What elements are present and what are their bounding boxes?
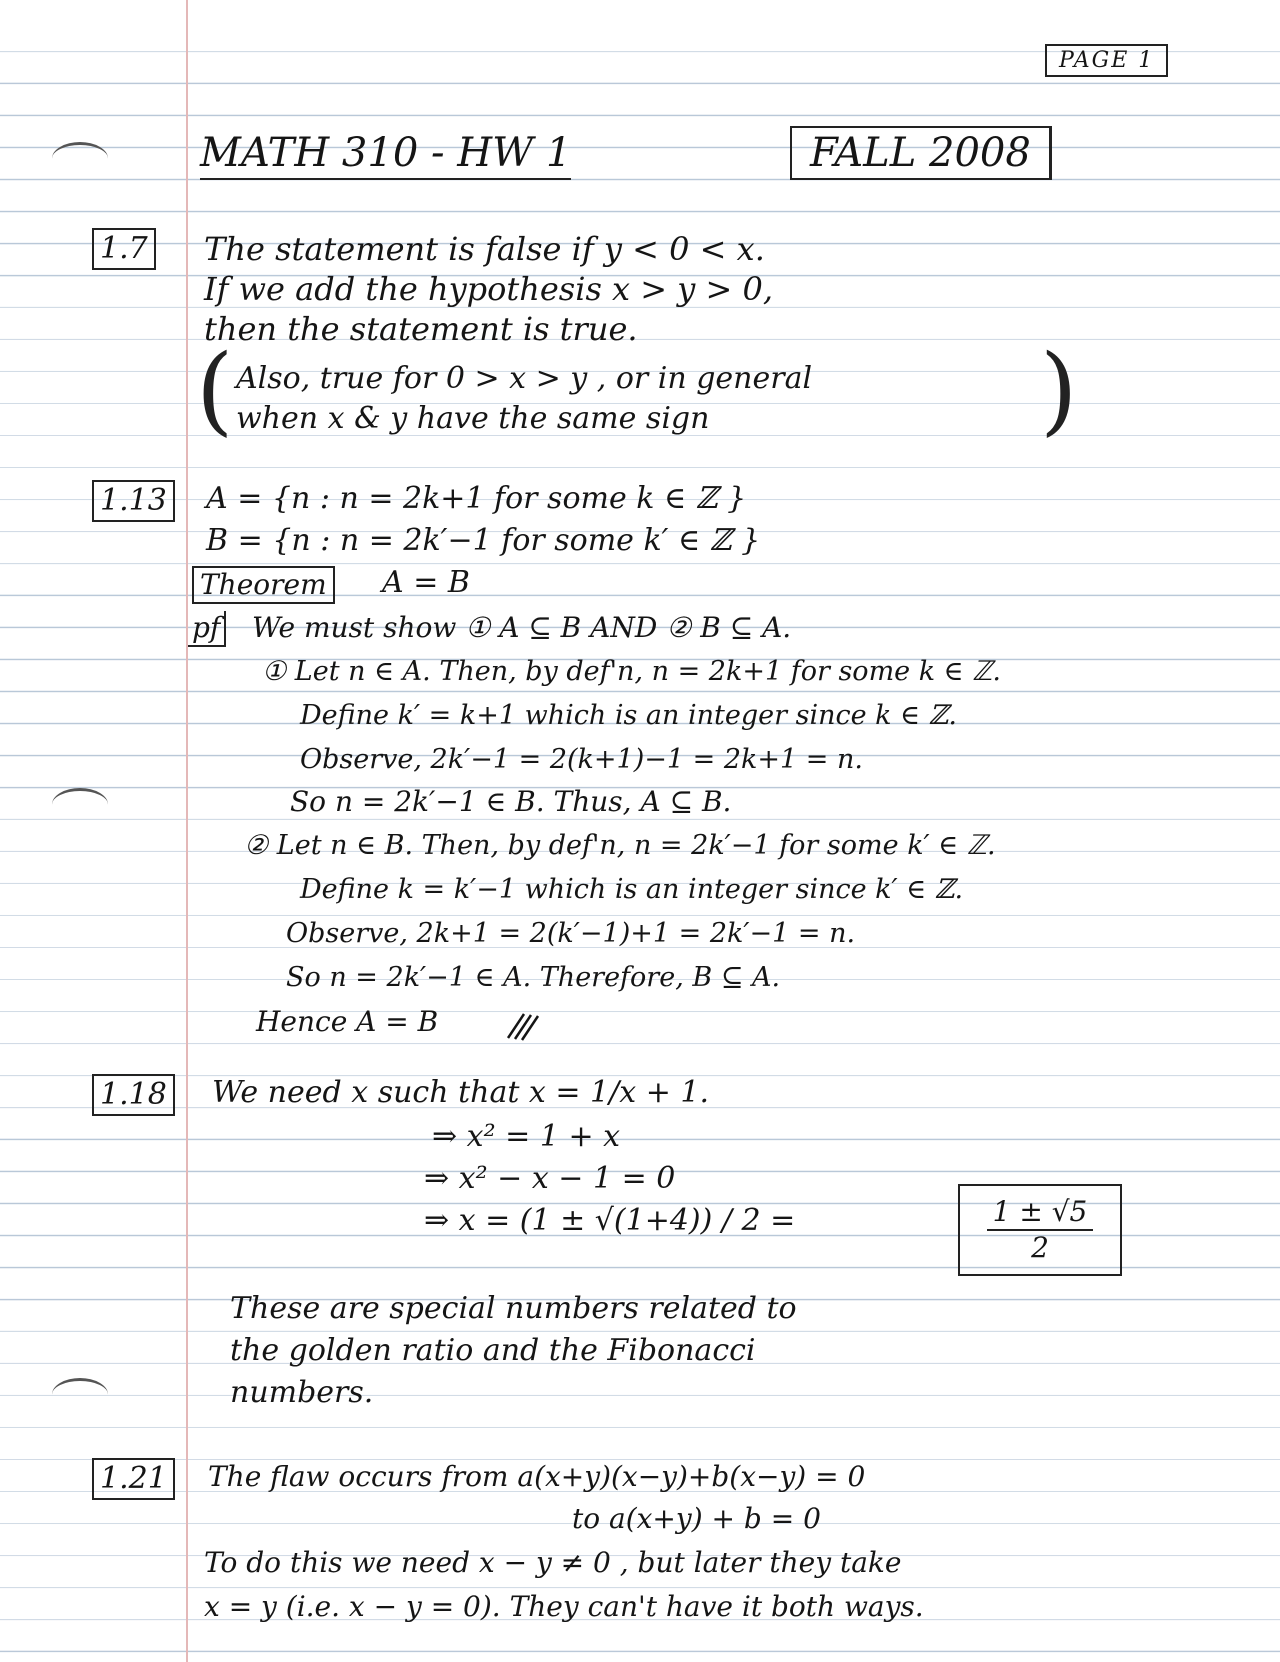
- proof-line: Define k = k′−1 which is an integer since k′ ∈ ℤ.: [300, 874, 964, 905]
- text-line: Also, true for 0 > x > y , or in general: [236, 361, 813, 396]
- problem-label-1-7: 1.7: [92, 228, 156, 270]
- text-line: when x & y have the same sign: [236, 401, 710, 436]
- note-line: These are special numbers related to: [230, 1291, 797, 1326]
- text-line: then the statement is true.: [204, 310, 638, 348]
- proof-line: Observe, 2k+1 = 2(k′−1)+1 = 2k′−1 = n.: [286, 918, 856, 949]
- text-line: x = y (i.e. x − y = 0). They can't have it both ways.: [204, 1590, 924, 1623]
- answer-numerator: 1 ± √5: [987, 1195, 1094, 1231]
- semester-box: FALL 2008: [790, 126, 1052, 180]
- text-line: The flaw occurs from a(x+y)(x−y)+b(x−y) = 0: [208, 1460, 866, 1493]
- proof-line: ② Let n ∈ B. Then, by def'n, n = 2k′−1 for some k′ ∈ ℤ.: [244, 830, 996, 861]
- proof-line: ① Let n ∈ A. Then, by def'n, n = 2k+1 for some k ∈ ℤ.: [262, 656, 1001, 687]
- proof-line: Observe, 2k′−1 = 2(k+1)−1 = 2k+1 = n.: [300, 744, 863, 775]
- proof-conclusion: Hence A = B: [256, 1005, 439, 1038]
- proof-line: So n = 2k′−1 ∈ B. Thus, A ⊆ B.: [290, 785, 732, 818]
- text-line: The statement is false if y < 0 < x.: [204, 230, 765, 268]
- problem-label-1-13: 1.13: [92, 480, 175, 522]
- set-a-definition: A = {n : n = 2k+1 for some k ∈ ℤ }: [206, 481, 747, 516]
- theorem-statement: A = B: [382, 565, 470, 600]
- text-line: to a(x+y) + b = 0: [572, 1502, 821, 1535]
- text-line: If we add the hypothesis x > y > 0,: [204, 270, 774, 308]
- note-line: the golden ratio and the Fibonacci: [230, 1333, 756, 1368]
- problem-label-1-21: 1.21: [92, 1458, 175, 1500]
- boxed-answer: [958, 1184, 1122, 1276]
- note-line: numbers.: [230, 1375, 374, 1410]
- page-number-tag: PAGE 1: [1045, 44, 1168, 77]
- answer-denominator: 2: [1031, 1231, 1049, 1264]
- punch-hole: [52, 788, 108, 821]
- close-parenthesis: ): [1040, 334, 1078, 446]
- proof-line: So n = 2k′−1 ∈ A. Therefore, B ⊆ A.: [286, 962, 781, 993]
- set-b-definition: B = {n : n = 2k′−1 for some k′ ∈ ℤ }: [206, 523, 761, 558]
- assignment-title: MATH 310 - HW 1: [200, 130, 571, 180]
- proof-line: Define k′ = k+1 which is an integer since k ∈ ℤ.: [300, 700, 957, 731]
- derivation-step: ⇒ x² = 1 + x: [432, 1119, 621, 1154]
- margin-line: [186, 0, 188, 1662]
- punch-hole: [52, 142, 108, 175]
- proof-line: We must show ① A ⊆ B AND ② B ⊆ A.: [252, 611, 792, 644]
- derivation-step: ⇒ x = (1 ± √(1+4)) / 2 =: [424, 1203, 796, 1238]
- open-parenthesis: (: [196, 334, 234, 446]
- text-line: We need x such that x = 1/x + 1.: [212, 1075, 710, 1110]
- text-line: To do this we need x − y ≠ 0 , but later they take: [204, 1546, 902, 1579]
- derivation-step: ⇒ x² − x − 1 = 0: [424, 1161, 676, 1196]
- proof-label: pf: [188, 611, 226, 647]
- qed-slashes-icon: [502, 1008, 542, 1042]
- punch-hole: [52, 1378, 108, 1411]
- problem-label-1-18: 1.18: [92, 1074, 175, 1116]
- theorem-label: Theorem: [192, 566, 335, 604]
